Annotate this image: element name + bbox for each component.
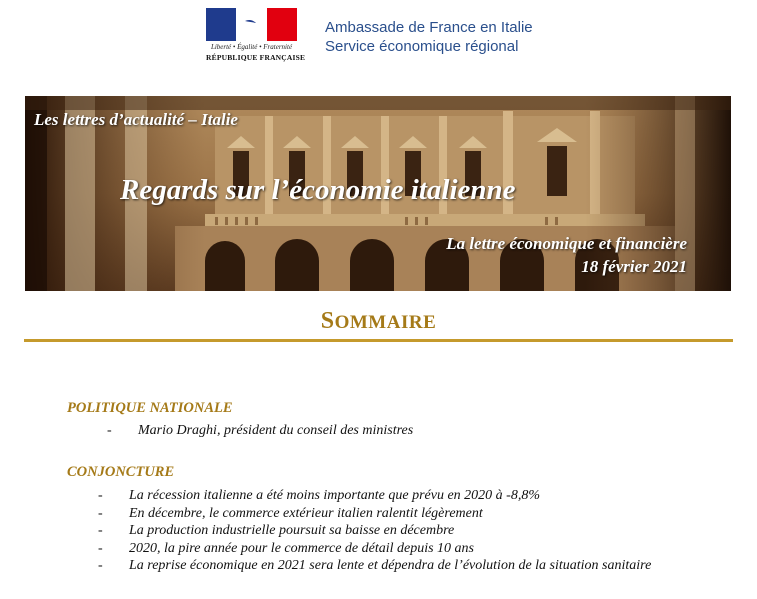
logo-republic-text: RÉPUBLIQUE FRANÇAISE bbox=[206, 53, 306, 62]
marianne-profile-icon bbox=[231, 9, 271, 41]
summary-heading-initial: S bbox=[320, 308, 335, 334]
list-item: - La récession italienne a été moins importante que prévu en 2020 à -8,8% bbox=[98, 488, 540, 503]
list-item: - Mario Draghi, président du conseil des ministres bbox=[107, 423, 414, 438]
summary-divider bbox=[24, 339, 733, 342]
flag-emblem bbox=[206, 8, 297, 41]
list-item: - La production industrielle poursuit sa baisse en décembre bbox=[98, 523, 455, 538]
section-list-politique bbox=[107, 422, 414, 440]
banner-subtitle: La lettre économique et financière bbox=[446, 234, 687, 253]
org-name: Ambassade de France en Italie bbox=[325, 19, 533, 36]
list-item: - La reprise économique en 2021 sera lente et dépendra de l’évolution de la situation sanitaire bbox=[98, 558, 652, 573]
section-list-conjoncture bbox=[98, 487, 714, 575]
organization-block bbox=[325, 18, 533, 56]
bullet-dash: - bbox=[98, 505, 103, 521]
banner-main-title: Regards sur l’économie italienne bbox=[120, 174, 516, 206]
bullet-dash: - bbox=[107, 423, 112, 438]
banner bbox=[25, 96, 731, 291]
banner-series-title: Les lettres d’actualité – Italie bbox=[34, 110, 238, 129]
bullet-dash: - bbox=[98, 488, 103, 503]
section-title-conjoncture: CONJONCTURE bbox=[67, 464, 175, 480]
list-item: - En décembre, le commerce extérieur italien ralentit légèrement bbox=[98, 505, 483, 521]
list-item: - 2020, la pire année pour le commerce de détail depuis 10 ans bbox=[98, 540, 475, 556]
section-title-politique: POLITIQUE NATIONALE bbox=[67, 400, 233, 416]
republique-francaise-logo bbox=[206, 8, 306, 62]
logo-motto: Liberté • Égalité • Fraternité bbox=[210, 43, 293, 51]
summary-heading-rest: OMMAIRE bbox=[334, 312, 437, 333]
org-service: Service économique régional bbox=[325, 38, 519, 55]
bullet-dash: - bbox=[98, 558, 103, 573]
banner-date: 18 février 2021 bbox=[581, 257, 687, 276]
summary-heading bbox=[0, 308, 757, 335]
bullet-dash: - bbox=[98, 540, 103, 556]
bullet-dash: - bbox=[98, 523, 103, 538]
